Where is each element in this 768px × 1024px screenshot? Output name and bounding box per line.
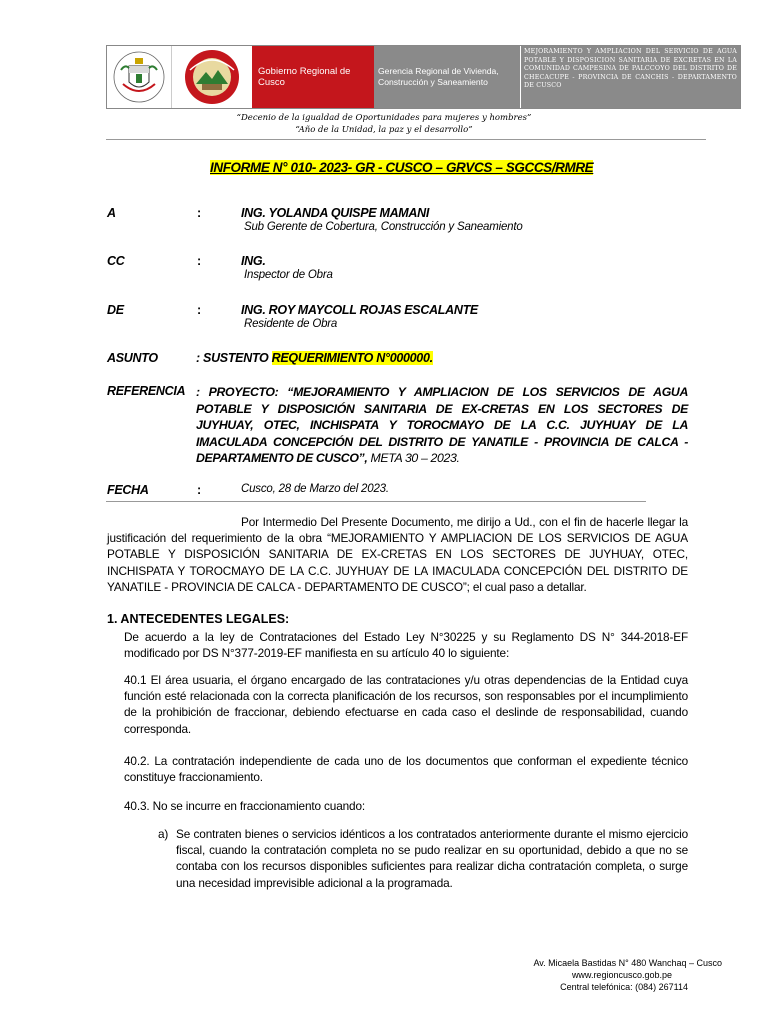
section-1-intro: De acuerdo a la ley de Contrataciones del Estado Ley N°30225 y su Reglamento DS N° 344-2018-EF modificado por DS N°377-2019-EF manifiesta en su artículo 40 lo siguiente:: [124, 630, 688, 661]
header-banner: [106, 45, 741, 109]
footer-website: www.regioncusco.gob.pe: [571, 970, 672, 980]
department-name: Gerencia Regional de Vivienda, Construcción y Saneamiento: [378, 66, 499, 87]
footer-phone: Central telefónica: (084) 267114: [560, 982, 688, 992]
header-divider: [106, 139, 706, 140]
reference-meta: META 30 – 2023.: [367, 451, 460, 465]
article-40-1: 40.1 El área usuaria, el órgano encargado de las contrataciones y/u otras dependencias de la Entidad cuya función esté relacionada con la correcta planificación de los recursos, son responsables por el incumplimiento de la prohibición de fraccionar, debiendo efectuarse en cada caso el deslinde de responsabilidad, cuando corresponda.: [124, 673, 688, 736]
peru-coat-of-arms-logo: [107, 46, 172, 108]
date-label: FECHA: [107, 483, 149, 497]
cusco-regional-logo: [172, 46, 252, 108]
footer-address: Av. Micaela Bastidas N° 480 Wanchaq – Cusco: [533, 958, 722, 968]
item-a-marker: a): [158, 827, 169, 841]
motto-year: “Año de la Unidad, la paz y el desarrollo”: [295, 125, 473, 135]
article-40-3: 40.3. No se incurre en fraccionamiento cuando:: [124, 799, 365, 813]
org-name-block: [252, 46, 374, 108]
cc-label: CC: [107, 254, 125, 268]
subject-value: [196, 351, 433, 365]
from-label: DE: [107, 303, 124, 317]
to-role: Sub Gerente de Cobertura, Construcción y Saneamiento: [244, 221, 523, 233]
reference-text: : PROYECTO: “MEJORAMIENTO Y AMPLIACION DE LOS SERVICIOS DE AGUA POTABLE Y DISPOSICIÓN SANITARIA DE EX-CRETAS EN LOS SECTORES DE JUYHUAY, OTEC, INCHISPATA Y TOROCMAYO DE LA C.C. JUYHUAY DE LA IMACULADA CONCEPCIÓN DEL DISTRITO DE YANATILE - PROVINCIA DE CALCA - DEPARTAMENTO DE CUSCO”,: [196, 385, 688, 465]
cc-name: ING.: [241, 254, 266, 268]
to-colon: :: [197, 206, 202, 220]
to-label: A: [107, 206, 116, 220]
cc-role: Inspector de Obra: [244, 269, 333, 281]
department-block: [374, 46, 520, 108]
intro-paragraph: Por Intermedio Del Presente Documento, me dirijo a Ud., con el fin de hacerle llegar la justificación del requerimiento de la obra “MEJORAMIENTO Y AMPLIACION DE LOS SERVICIOS DE AGUA POTABLE Y DISPOSICIÓN SANITARIA DE EX-CRETAS EN LOS SECTORES DE JUYHUAY, OTEC, INCHISPATA Y TOROCMAYO DE LA C.C. JUYHUAY DE LA IMACULADA CONCEPCIÓN DEL DISTRITO DE YANATILE - PROVINCIA DE CALCA - DEPARTAMENTO DE CUSCO”; el cual paso a detallar.: [107, 515, 688, 594]
motto-decade: “Decenio de la igualdad de Oportunidades para mujeres y hombres”: [236, 113, 532, 123]
item-a-text: Se contraten bienes o servicios idénticos a los contratados anteriormente durante el mismo ejercicio fiscal, cuando la contratación completa no se pudo realizar en su oportunidad, debido a que no se contaba con los recursos disponibles suficientes para realizar dicha contratación completa, o surge una necesidad imprevisible adicional a la programada.: [176, 827, 688, 890]
date-value: Cusco, 28 de Marzo del 2023.: [241, 483, 389, 495]
date-colon: :: [197, 483, 202, 497]
reference-label: REFERENCIA: [107, 384, 186, 398]
to-name: ING. YOLANDA QUISPE MAMANI: [241, 206, 430, 220]
cc-colon: :: [197, 254, 202, 268]
project-banner: MEJORAMIENTO Y AMPLIACION DEL SERVICIO DE AGUA POTABLE Y DISPOSICION SANITARIA DE EXCRETAS EN LA COMUNIDAD CAMPESINA DE PALCCOYO DEL DISTRITO DE CHECACUPE - PROVINCIA DE CANCHIS - DEPARTAMENTO DE CUSCO: [520, 46, 740, 108]
from-role: Residente de Obra: [244, 318, 338, 330]
subject-prefix: : SUSTENTO: [196, 351, 272, 365]
article-40-2: 40.2. La contratación independiente de cada uno de los documentos que conforman el expediente técnico constituye fraccionamiento.: [124, 754, 688, 785]
subject-highlight: REQUERIMIENTO N°000000.: [271, 351, 433, 365]
from-colon: :: [197, 303, 202, 317]
from-name: ING. ROY MAYCOLL ROJAS ESCALANTE: [241, 303, 478, 317]
org-name: Gobierno Regional de Cusco: [258, 66, 351, 88]
section-1-title: 1. ANTECEDENTES LEGALES:: [107, 612, 290, 626]
report-title: INFORME N° 010- 2023- GR - CUSCO – GRVCS – SGCCS/RMRE: [210, 160, 594, 175]
date-underline: [106, 501, 646, 502]
subject-label: ASUNTO: [107, 351, 158, 365]
reference-value: [196, 384, 688, 467]
